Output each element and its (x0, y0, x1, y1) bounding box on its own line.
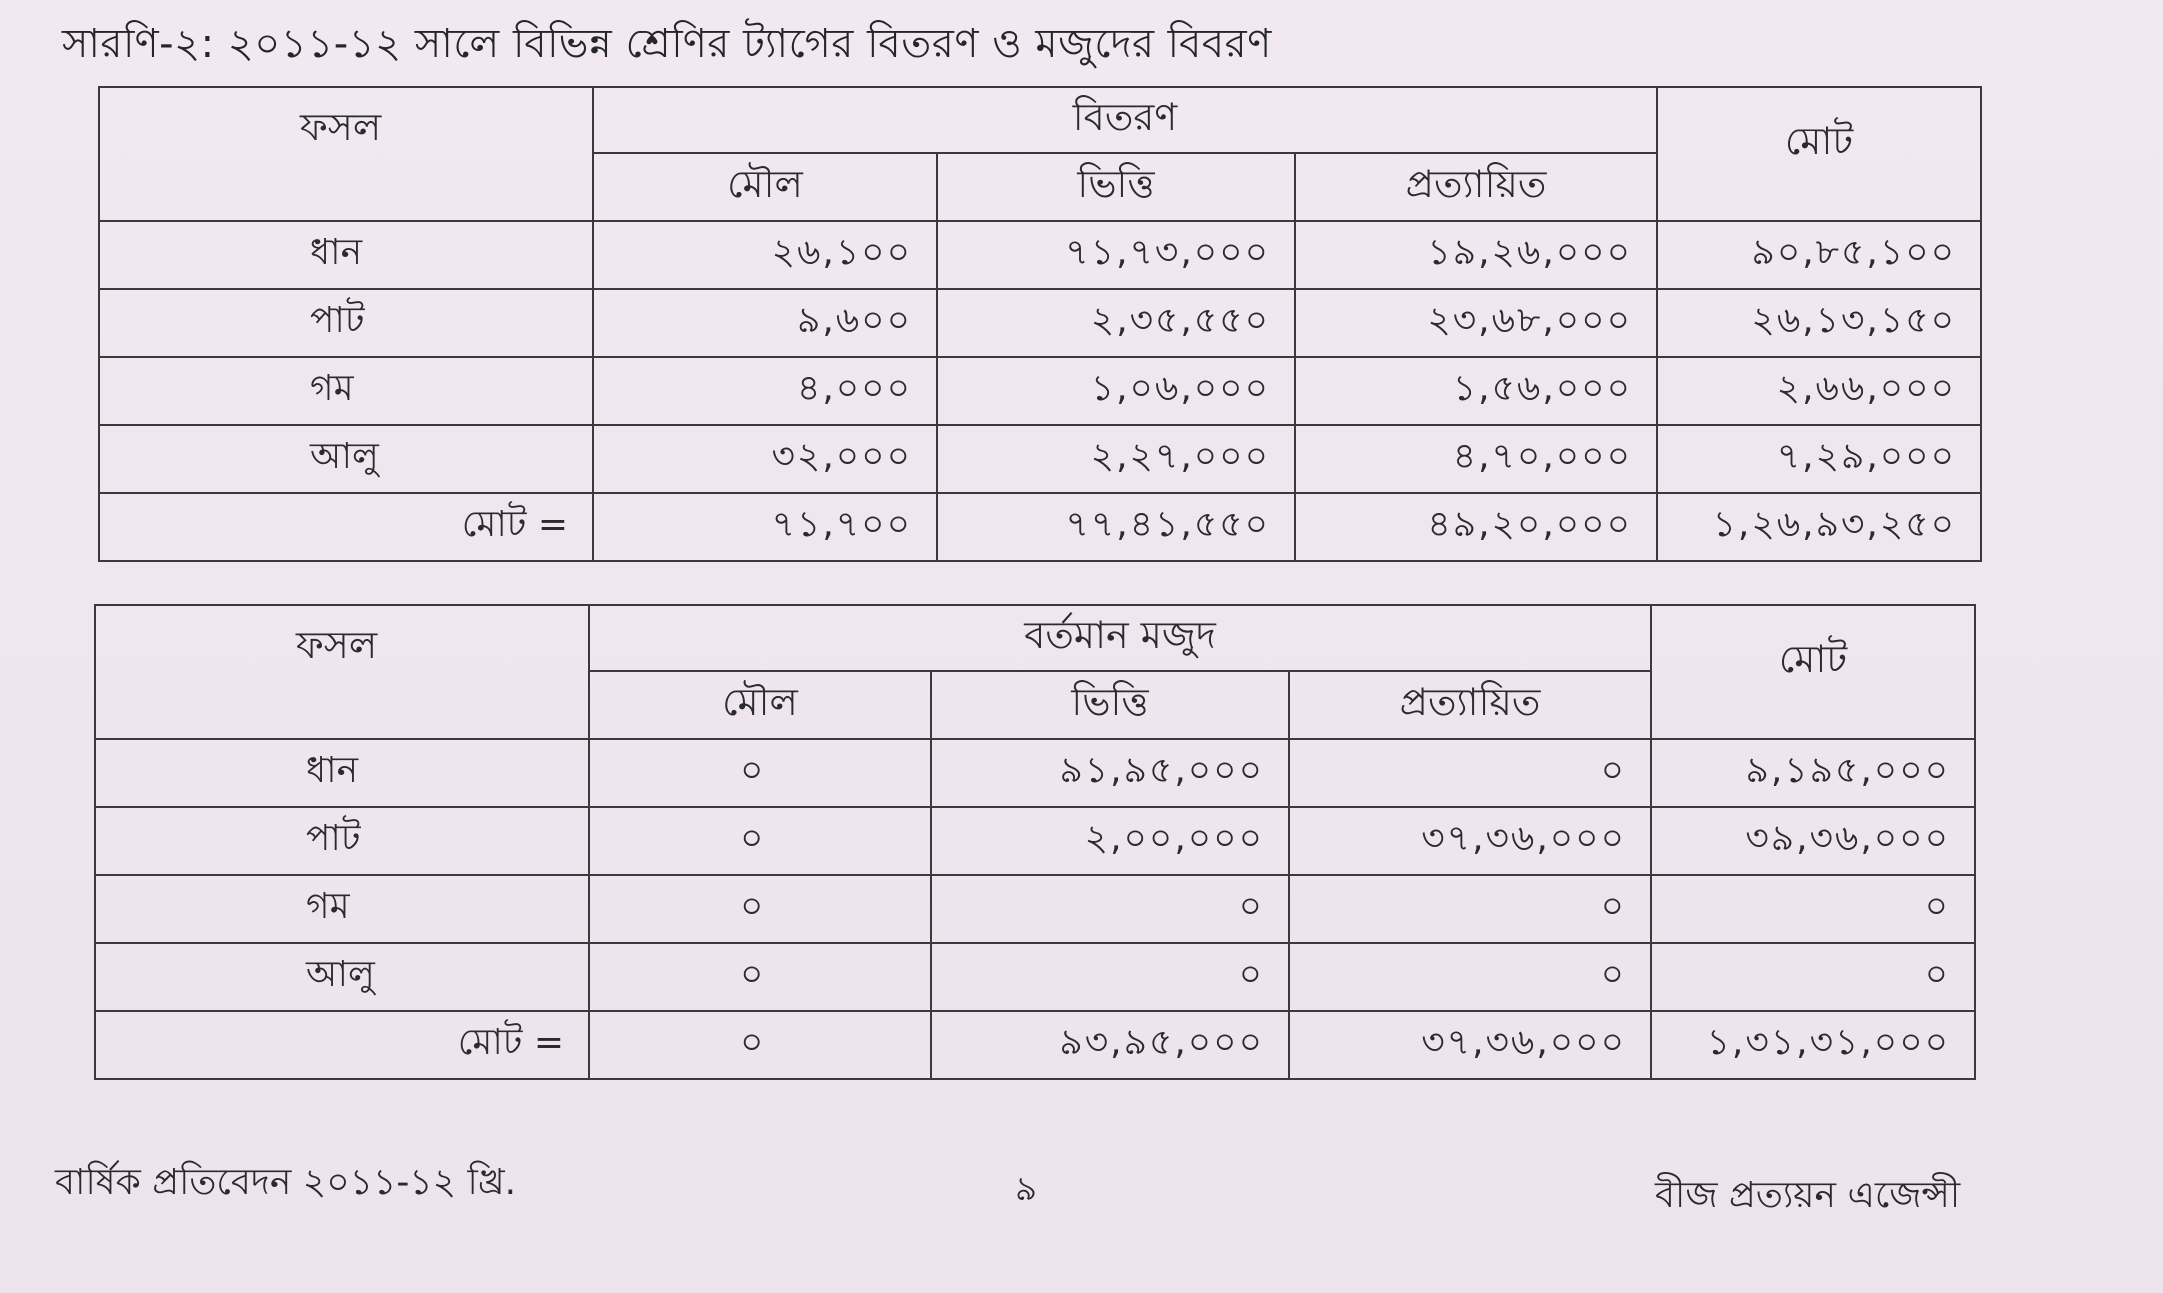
cell-value: ০ (931, 875, 1289, 943)
cell-value: ২৩,৬৮,০০০ (1295, 289, 1657, 357)
total-cell-value: ৩৭,৩৬,০০০ (1289, 1011, 1651, 1079)
cell-value: ৩৭,৩৬,০০০ (1289, 807, 1651, 875)
cell-value: ২৬,১০০ (593, 221, 937, 289)
cell-value: ১৯,২৬,০০০ (1295, 221, 1657, 289)
table-row (99, 289, 1981, 357)
cell-value: ৭১,৭৩,০০০ (937, 221, 1295, 289)
cell-value: ০ (589, 875, 931, 943)
total-cell-value: ৪৯,২০,০০০ (1295, 493, 1657, 561)
cell-value: ১,০৬,০০০ (937, 357, 1295, 425)
stock-group-header: বর্তমান মজুদ (589, 605, 1651, 671)
row-label: গম (95, 875, 589, 943)
foundation-column-header: ভিত্তি (937, 153, 1295, 221)
total-cell-value: ১,২৬,৯৩,২৫০ (1657, 493, 1981, 561)
row-label: আলু (99, 425, 593, 493)
cell-value: ৪,৭০,০০০ (1295, 425, 1657, 493)
cell-value: ২,৬৬,০০০ (1657, 357, 1981, 425)
cell-value: ২,০০,০০০ (931, 807, 1289, 875)
row-label: ধান (99, 221, 593, 289)
agency-footer-name: বীজ প্রত্যয়ন এজেন্সী (1655, 1175, 1961, 1216)
cell-value: ০ (931, 943, 1289, 1011)
cell-value: ৯,১৯৫,০০০ (1651, 739, 1975, 807)
breeder-column-header: মৌল (593, 153, 937, 221)
cell-value: ০ (589, 943, 931, 1011)
cell-value: ০ (1289, 875, 1651, 943)
page-number: ৯ (1015, 1169, 1038, 1209)
total-row (99, 493, 1981, 561)
cell-value: ৪,০০০ (593, 357, 937, 425)
distribution-table (98, 86, 1982, 562)
row-label: পাট (95, 807, 589, 875)
cell-value: ০ (1289, 943, 1651, 1011)
total-cell-value: ৭৭,৪১,৫৫০ (937, 493, 1295, 561)
cell-value: ৭,২৯,০০০ (1657, 425, 1981, 493)
table-row (99, 357, 1981, 425)
row-label: ধান (95, 739, 589, 807)
table-row (95, 943, 1975, 1011)
row-label: পাট (99, 289, 593, 357)
cell-value: ২,৩৫,৫৫০ (937, 289, 1295, 357)
total-row (95, 1011, 1975, 1079)
crop-column-header: ফসল (99, 87, 593, 221)
row-label: আলু (95, 943, 589, 1011)
cell-value: ০ (1651, 875, 1975, 943)
table-row (95, 739, 1975, 807)
total-cell-value: ০ (589, 1011, 931, 1079)
total-row-label: মোট = (99, 493, 593, 561)
cell-value: ৩২,০০০ (593, 425, 937, 493)
distribution-group-header: বিতরণ (593, 87, 1657, 153)
table-caption: সারণি-২: ২০১১-১২ সালে বিভিন্ন শ্রেণির ট্যাগের বিতরণ ও মজুদের বিবরণ (62, 21, 1272, 67)
cell-value: ০ (1651, 943, 1975, 1011)
cell-value: ৩৯,৩৬,০০০ (1651, 807, 1975, 875)
cell-value: ৯০,৮৫,১০০ (1657, 221, 1981, 289)
cell-value: ২৬,১৩,১৫০ (1657, 289, 1981, 357)
row-label: গম (99, 357, 593, 425)
table-row (95, 807, 1975, 875)
cell-value: ৯১,৯৫,০০০ (931, 739, 1289, 807)
table-row (99, 425, 1981, 493)
cell-value: ০ (589, 739, 931, 807)
cell-value: ০ (1289, 739, 1651, 807)
cell-value: ২,২৭,০০০ (937, 425, 1295, 493)
certified-column-header: প্রত্যায়িত (1295, 153, 1657, 221)
total-cell-value: ৭১,৭০০ (593, 493, 937, 561)
crop-column-header: ফসল (95, 605, 589, 739)
certified-column-header: প্রত্যায়িত (1289, 671, 1651, 739)
breeder-column-header: মৌল (589, 671, 931, 739)
total-column-header: মোট (1651, 605, 1975, 739)
total-row-label: মোট = (95, 1011, 589, 1079)
table-row (99, 221, 1981, 289)
total-cell-value: ১,৩১,৩১,০০০ (1651, 1011, 1975, 1079)
table-row (95, 875, 1975, 943)
report-footer-title: বার্ষিক প্রতিবেদন ২০১১-১২ খ্রি. (55, 1162, 517, 1203)
cell-value: ১,৫৬,০০০ (1295, 357, 1657, 425)
cell-value: ৯,৬০০ (593, 289, 937, 357)
total-column-header: মোট (1657, 87, 1981, 221)
cell-value: ০ (589, 807, 931, 875)
foundation-column-header: ভিত্তি (931, 671, 1289, 739)
total-cell-value: ৯৩,৯৫,০০০ (931, 1011, 1289, 1079)
stock-table (94, 604, 1976, 1080)
